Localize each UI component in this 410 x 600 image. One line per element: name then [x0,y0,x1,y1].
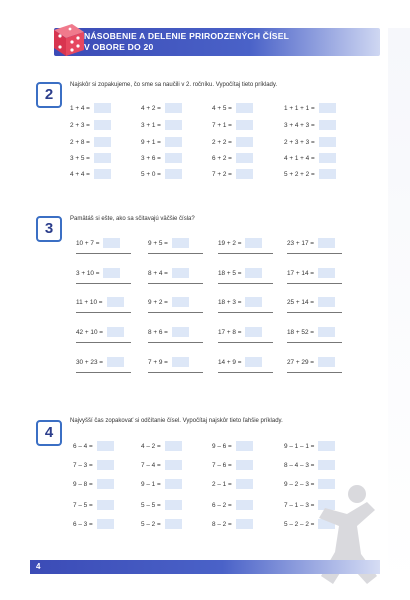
exercise [284,103,336,113]
exercise [212,460,253,470]
answer-box[interactable] [165,169,182,179]
exercise [212,169,253,179]
exercise [212,103,253,113]
answer-box[interactable] [165,460,182,470]
exercise-text: 7 – 5 = [73,501,93,509]
exercise [287,327,335,337]
exercise-text: 6 – 2 = [212,501,232,509]
answer-box[interactable] [103,238,120,248]
exercise-text: 9 + 1 = [141,138,161,146]
task-number-4: 4 [36,420,62,446]
exercise-text: 3 + 1 = [141,121,161,129]
exercise [284,441,335,451]
exercise-text: 9 + 2 = [148,298,168,306]
exercise-text: 8 – 4 – 3 = [284,461,315,469]
exercise [218,357,262,367]
answer-line [218,342,273,343]
exercise-text: 2 + 3 = [70,121,90,129]
answer-line [76,253,131,254]
exercise-text: 17 + 14 = [287,269,315,277]
answer-line [218,253,273,254]
exercise-text: 7 – 6 = [212,461,232,469]
answer-line [287,312,342,313]
answer-box[interactable] [165,441,182,451]
answer-box[interactable] [319,137,336,147]
answer-box[interactable] [94,137,111,147]
exercise [148,357,189,367]
task-4-instruction: Najvyšší čas zopakovať si odčítanie čísel. Vypočítaj najskôr tieto ľahšie príklady. [70,418,283,424]
exercise-text: 1 + 4 = [70,104,90,112]
exercise [284,120,336,130]
exercise-text: 8 + 6 = [148,328,168,336]
exercise [148,327,189,337]
chapter-title [84,31,344,52]
exercise [212,441,253,451]
answer-box[interactable] [236,441,253,451]
answer-box[interactable] [97,500,114,510]
exercise [70,169,111,179]
answer-box[interactable] [236,120,253,130]
answer-box[interactable] [318,357,335,367]
exercise [76,357,124,367]
dice-icon [50,20,88,58]
exercise-text: 5 + 2 + 2 = [284,170,315,178]
answer-box[interactable] [103,268,120,278]
answer-box[interactable] [172,268,189,278]
answer-box[interactable] [94,169,111,179]
answer-line [218,372,273,373]
answer-box[interactable] [165,500,182,510]
exercise [76,327,124,337]
exercise-text: 6 – 4 = [73,442,93,450]
answer-box[interactable] [319,169,336,179]
exercise-text: 11 + 10 = [76,298,103,306]
exercise [148,297,189,307]
exercise-text: 9 – 1 = [141,480,161,488]
answer-line [76,342,131,343]
exercise [287,297,335,307]
task-number-2: 2 [36,82,62,108]
answer-line [76,372,131,373]
answer-box[interactable] [165,519,182,529]
exercise [70,103,111,113]
exercise-text: 9 – 8 = [73,480,93,488]
exercise-text: 6 + 2 = [212,154,232,162]
answer-line [287,253,342,254]
exercise-text: 5 – 5 = [141,501,161,509]
page-edge-shade [388,28,410,588]
answer-box[interactable] [245,268,262,278]
answer-line [148,312,203,313]
exercise [287,268,335,278]
exercise-text: 3 + 10 = [76,269,100,277]
chapter-title-line1: NÁSOBENIE A DELENIE PRIRODZENÝCH ČÍSEL [84,31,290,41]
exercise-text: 1 + 1 + 1 = [284,104,315,112]
answer-box[interactable] [245,297,262,307]
exercise [218,238,262,248]
exercise-text: 7 + 2 = [212,170,232,178]
answer-box[interactable] [245,357,262,367]
answer-box[interactable] [172,238,189,248]
answer-box[interactable] [94,153,111,163]
exercise [212,519,253,529]
answer-box[interactable] [165,120,182,130]
exercise [218,268,262,278]
answer-box[interactable] [236,103,253,113]
exercise-text: 2 – 1 = [212,480,232,488]
exercise [212,500,253,510]
exercise-text: 18 + 52 = [287,328,315,336]
exercise [141,120,182,130]
answer-line [287,342,342,343]
answer-box[interactable] [236,153,253,163]
exercise [141,153,182,163]
answer-box[interactable] [107,327,124,337]
exercise-text: 10 + 7 = [76,239,100,247]
exercise-text: 9 – 2 – 3 = [284,480,315,488]
exercise-text: 4 + 4 = [70,170,90,178]
answer-box[interactable] [94,120,111,130]
exercise [141,441,182,451]
exercise-text: 2 + 3 + 3 = [284,138,315,146]
exercise-text: 9 – 6 = [212,442,232,450]
exercise [141,500,182,510]
exercise-text: 17 + 8 = [218,328,242,336]
exercise-text: 7 – 1 – 3 = [284,501,315,509]
answer-line [287,372,342,373]
exercise-text: 6 – 3 = [73,520,93,528]
answer-box[interactable] [97,519,114,529]
answer-box[interactable] [97,441,114,451]
exercise [141,479,182,489]
exercise-text: 3 + 5 = [70,154,90,162]
answer-line [218,312,273,313]
answer-box[interactable] [172,357,189,367]
answer-box[interactable] [172,327,189,337]
answer-box[interactable] [94,103,111,113]
exercise [73,441,114,451]
exercise [141,460,182,470]
exercise-text: 4 + 1 + 4 = [284,154,315,162]
answer-box[interactable] [236,479,253,489]
answer-box[interactable] [319,153,336,163]
exercise-text: 8 + 4 = [148,269,168,277]
exercise [141,137,182,147]
exercise-text: 2 + 8 = [70,138,90,146]
answer-box[interactable] [165,153,182,163]
exercise-text: 2 + 2 = [212,138,232,146]
exercise [76,297,124,307]
answer-box[interactable] [319,120,336,130]
page-footer-bar [30,560,380,574]
exercise [284,153,336,163]
task-2-instruction: Najskôr si zopakujeme, čo sme sa naučili v 2. ročníku. Vypočítaj tieto príklady. [70,82,278,88]
exercise [73,460,114,470]
exercise-text: 7 + 1 = [212,121,232,129]
answer-line [148,253,203,254]
answer-box[interactable] [245,327,262,337]
exercise [284,169,336,179]
answer-box[interactable] [236,460,253,470]
answer-box[interactable] [318,297,335,307]
exercise [141,169,182,179]
exercise-text: 9 + 5 = [148,239,168,247]
answer-box[interactable] [318,238,335,248]
answer-box[interactable] [236,137,253,147]
exercise-text: 3 + 6 = [141,154,161,162]
exercise-text: 7 – 3 = [73,461,93,469]
answer-box[interactable] [236,500,253,510]
exercise [70,153,111,163]
answer-box[interactable] [165,479,182,489]
chapter-title-line2: V OBORE DO 20 [84,41,154,52]
exercise [141,103,182,113]
answer-line [287,283,342,284]
exercise [76,268,120,278]
answer-line [148,283,203,284]
exercise [212,153,253,163]
exercise [148,238,189,248]
answer-box[interactable] [319,103,336,113]
exercise [73,519,114,529]
exercise-text: 42 + 10 = [76,328,104,336]
answer-line [76,312,131,313]
exercise [212,479,253,489]
exercise [212,137,253,147]
exercise-text: 27 + 29 = [287,358,315,366]
task-number-3: 3 [36,216,62,242]
exercise-text: 30 + 23 = [76,358,104,366]
exercise [212,120,253,130]
answer-box[interactable] [318,268,335,278]
task-3-instruction: Pamätáš si ešte, ako sa sčitavajú väčšie čísla? [70,216,195,222]
answer-box[interactable] [318,441,335,451]
exercise [284,137,336,147]
answer-box[interactable] [172,297,189,307]
exercise-text: 5 – 2 = [141,520,161,528]
exercise-text: 5 – 2 – 2 = [284,520,315,528]
exercise-text: 7 – 4 = [141,461,161,469]
answer-box[interactable] [107,297,124,307]
exercise-text: 19 + 2 = [218,239,242,247]
exercise [218,297,262,307]
answer-line [148,342,203,343]
answer-box[interactable] [107,357,124,367]
exercise-text: 3 + 4 + 3 = [284,121,315,129]
answer-box[interactable] [245,238,262,248]
exercise [70,120,111,130]
exercise-text: 4 – 2 = [141,442,161,450]
answer-box[interactable] [97,460,114,470]
exercise-text: 9 – 1 – 1 = [284,442,315,450]
exercise [218,327,262,337]
exercise [70,137,111,147]
answer-box[interactable] [318,327,335,337]
exercise [287,238,335,248]
answer-box[interactable] [236,519,253,529]
answer-box[interactable] [165,137,182,147]
exercise-text: 4 + 2 = [141,104,161,112]
exercise [73,479,114,489]
exercise [76,238,120,248]
page-number: 4 [36,562,41,571]
exercise-text: 8 – 2 = [212,520,232,528]
exercise [284,460,335,470]
exercise-text: 4 + 5 = [212,104,232,112]
exercise-text: 18 + 3 = [218,298,242,306]
exercise-text: 5 + 0 = [141,170,161,178]
exercise [73,500,114,510]
answer-box[interactable] [97,479,114,489]
answer-box[interactable] [236,169,253,179]
answer-box[interactable] [165,103,182,113]
exercise [141,519,182,529]
exercise [287,357,335,367]
exercise [148,268,189,278]
answer-line [218,283,273,284]
exercise-text: 14 + 9 = [218,358,242,366]
answer-line [148,372,203,373]
exercise-text: 18 + 5 = [218,269,242,277]
exercise-text: 23 + 17 = [287,239,315,247]
answer-line [76,283,131,284]
exercise-text: 7 + 9 = [148,358,168,366]
answer-box[interactable] [318,460,335,470]
exercise-text: 25 + 14 = [287,298,315,306]
